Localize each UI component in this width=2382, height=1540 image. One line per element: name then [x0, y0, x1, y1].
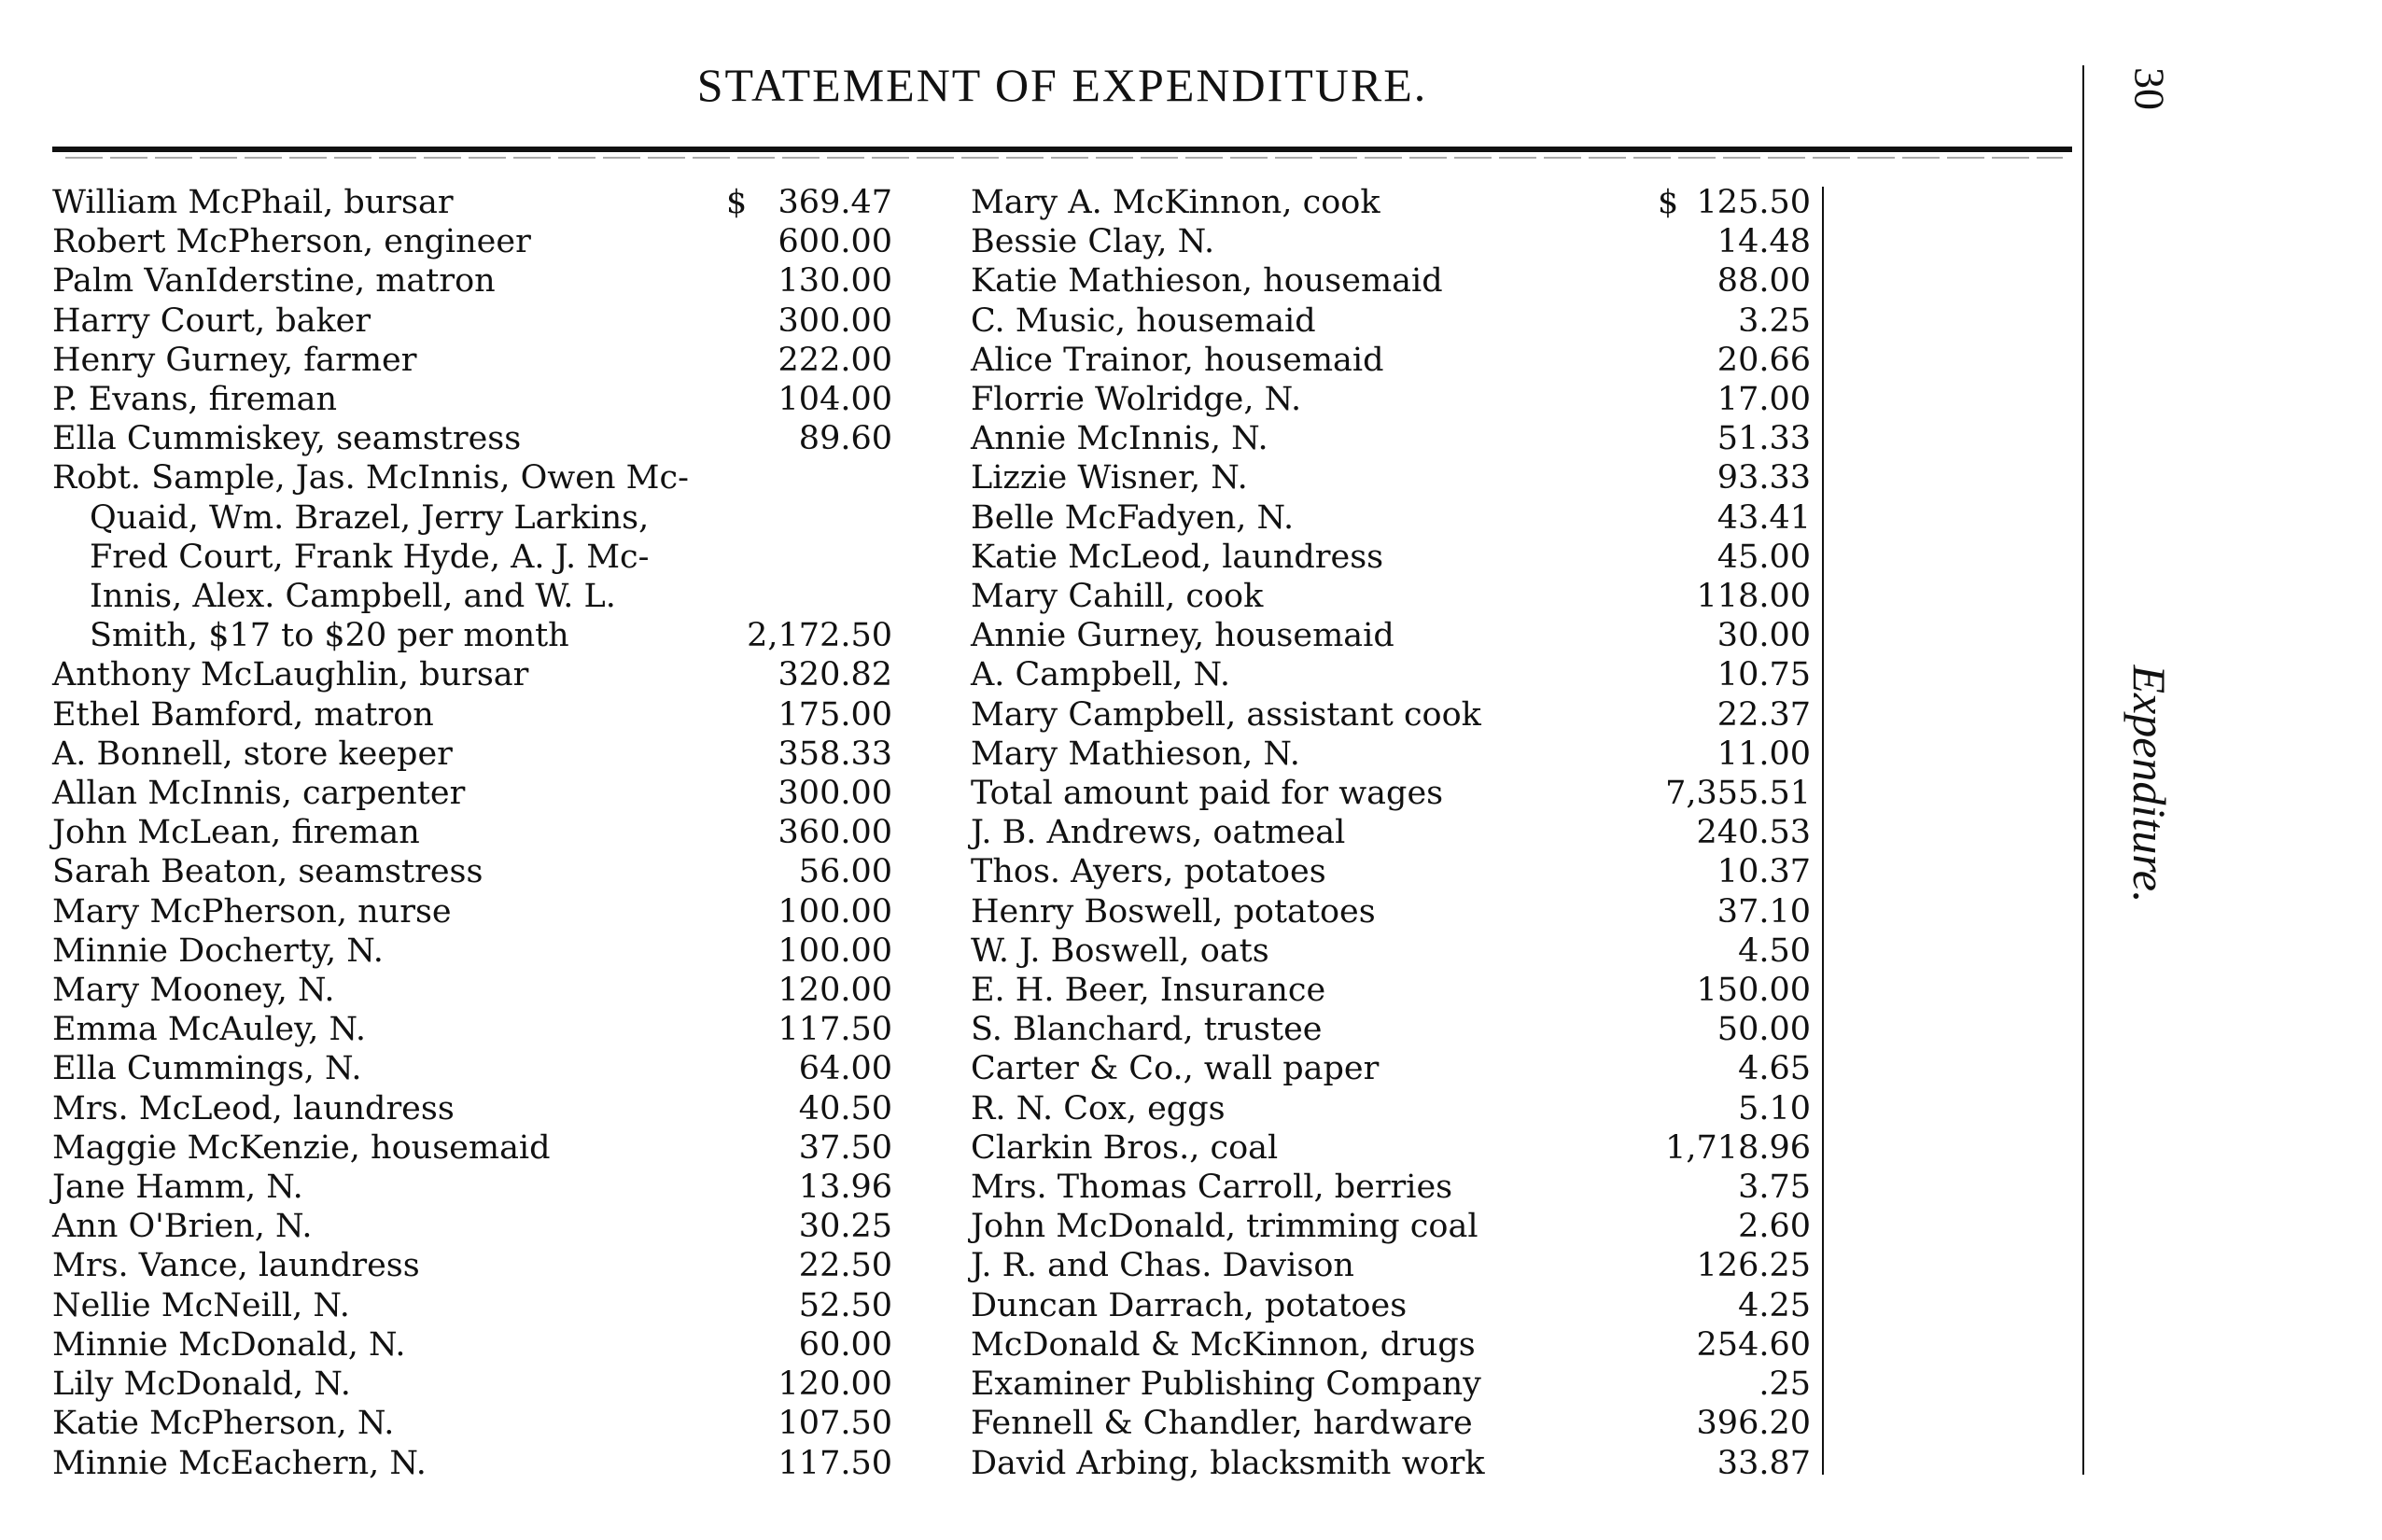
entry-payee: [52, 1365, 892, 1404]
page-number: 30: [2125, 67, 2174, 110]
entry-payee: [971, 1325, 1811, 1365]
expenditure-entry: [52, 735, 892, 774]
expenditure-entry: [52, 1365, 892, 1404]
entry-amount: 100.00: [778, 931, 892, 970]
expenditure-entry: [52, 1089, 892, 1128]
expenditure-entry: [971, 538, 1811, 577]
expenditure-entry: [52, 1404, 892, 1443]
entry-amount: 40.50: [798, 1089, 892, 1127]
dollar-sign: $: [726, 184, 748, 221]
margin-rule: [2082, 65, 2084, 1475]
entry-amount: 93.33: [1716, 459, 1811, 497]
entry-amount: 50.00: [1716, 1011, 1811, 1049]
entry-payee-line: Katie McPherson, N.: [52, 1405, 395, 1443]
expenditure-entry: [52, 774, 892, 813]
expenditure-entry: [971, 498, 1811, 538]
expenditure-entry: [971, 892, 1811, 931]
entry-amount: 10.37: [1716, 853, 1811, 891]
entry-amount: 600.00: [778, 223, 892, 261]
entry-payee-line: E. H. Beer, Insurance: [971, 972, 1326, 1010]
entry-payee-line: Ella Cummings, N.: [52, 1050, 362, 1088]
entry-payee-line: A. Campbell, N.: [971, 656, 1231, 694]
entry-payee: [52, 1128, 892, 1168]
expenditure-entry: [52, 301, 892, 341]
expenditure-entry: [971, 1325, 1811, 1365]
expenditure-entry: [971, 813, 1811, 852]
entry-amount: 3.25: [1738, 301, 1811, 340]
entry-payee-line: Mary A. McKinnon, cook: [971, 184, 1380, 221]
expenditure-entry: [971, 577, 1811, 616]
dollar-sign: $: [1658, 184, 1679, 221]
entry-amount: 104.00: [778, 381, 892, 419]
expenditure-entry: [52, 1010, 892, 1049]
entry-payee-line: Total amount paid for wages: [971, 775, 1444, 813]
entry-payee: [52, 1010, 892, 1049]
entry-amount: 4.50: [1738, 931, 1811, 970]
entry-payee-line: Thos. Ayers, potatoes: [971, 853, 1326, 891]
entry-payee-line: Fennell & Chandler, hardware: [971, 1405, 1473, 1443]
entry-amount: 37.50: [798, 1128, 892, 1167]
entry-payee-line: Mary Cahill, cook: [971, 578, 1264, 616]
entry-amount: 222.00: [778, 341, 892, 379]
entry-payee: [52, 971, 892, 1010]
entry-amount: 300.00: [778, 301, 892, 340]
entry-amount: 254.60: [1696, 1325, 1811, 1364]
entry-payee-line: Mrs. Vance, laundress: [52, 1247, 420, 1285]
entry-payee: [971, 655, 1811, 694]
entry-amount: 89.60: [798, 420, 892, 458]
entry-amount: 43.41: [1716, 498, 1811, 537]
entry-payee-line: Ethel Bamford, matron: [52, 695, 434, 734]
entry-payee: [52, 1246, 892, 1285]
entry-payee: [971, 813, 1811, 852]
entry-payee-line: W. J. Boswell, oats: [971, 931, 1269, 970]
entry-payee: [971, 1089, 1811, 1128]
expenditure-entry: [971, 695, 1811, 735]
entry-payee: [52, 380, 892, 419]
entry-payee: [971, 538, 1811, 577]
expenditure-entry: [971, 931, 1811, 971]
expenditure-entry: [52, 931, 892, 971]
entry-payee: [971, 1444, 1811, 1483]
entry-payee-line: Palm VanIderstine, matron: [52, 262, 496, 301]
entry-amount: 150.00: [1696, 972, 1811, 1010]
entry-payee-line: R. N. Cox, eggs: [971, 1089, 1226, 1127]
entry-amount: 30.00: [1716, 617, 1811, 655]
entry-payee: [971, 183, 1811, 222]
entry-payee: [52, 695, 892, 735]
entry-payee-line: Lizzie Wisner, N.: [971, 459, 1248, 497]
expenditure-entry: [971, 1049, 1811, 1088]
entry-payee-line: A. Bonnell, store keeper: [52, 735, 453, 773]
entry-payee-line: S. Blanchard, trustee: [971, 1011, 1323, 1049]
entry-payee-line: P. Evans, fireman: [52, 381, 338, 419]
entry-payee-line: Belle McFadyen, N.: [971, 498, 1295, 537]
entry-payee-line: Annie McInnis, N.: [971, 420, 1268, 458]
header-rule: [52, 147, 2072, 152]
entry-amount: 60.00: [798, 1325, 892, 1364]
expenditure-entry: [971, 735, 1811, 774]
entry-payee: [52, 892, 892, 931]
expenditure-entry: [971, 1207, 1811, 1246]
entry-payee-line: Katie McLeod, laundress: [971, 538, 1384, 576]
entry-payee: [971, 1365, 1811, 1404]
entry-payee-line: Jane Hamm, N.: [52, 1169, 303, 1207]
entry-amount: 52.50: [798, 1286, 892, 1324]
expenditure-entry: [52, 183, 892, 222]
expenditure-entry: [52, 852, 892, 891]
entry-payee: [52, 655, 892, 694]
entry-payee-line: Mary Mathieson, N.: [971, 735, 1300, 773]
entry-payee-line: Quaid, Wm. Brazel, Jerry Larkins,: [90, 498, 650, 537]
expenditure-entry: [971, 1444, 1811, 1483]
entry-amount: 120.00: [778, 972, 892, 1010]
expenditure-entry: [971, 380, 1811, 419]
expenditure-entry: [52, 813, 892, 852]
expenditure-entry: [971, 341, 1811, 380]
entry-payee-line: Minnie McDonald, N.: [52, 1325, 406, 1364]
expenditure-entry: [52, 1049, 892, 1088]
expenditure-entry: [52, 1168, 892, 1207]
entry-payee: [52, 261, 892, 301]
entry-payee-line: John McDonald, trimming coal: [971, 1208, 1478, 1246]
entry-payee-line: Anthony McLaughlin, bursar: [52, 656, 529, 694]
entry-payee: [52, 774, 892, 813]
entry-payee-line: Bessie Clay, N.: [971, 223, 1215, 261]
entry-amount: 17.00: [1716, 381, 1811, 419]
entry-amount: 88.00: [1716, 262, 1811, 301]
entry-payee: [971, 301, 1811, 341]
entry-amount: 4.25: [1738, 1286, 1811, 1324]
entry-payee-line: Examiner Publishing Company: [971, 1365, 1481, 1404]
entry-payee-line: Katie Mathieson, housemaid: [971, 262, 1443, 301]
entry-payee-line: C. Music, housemaid: [971, 301, 1316, 340]
entry-amount: 360.00: [778, 814, 892, 852]
entry-amount: 2.60: [1738, 1208, 1811, 1246]
entry-payee-line: Mrs. Thomas Carroll, berries: [971, 1169, 1453, 1207]
entry-amount: 56.00: [798, 853, 892, 891]
entry-amount: 1,718.96: [1665, 1128, 1811, 1167]
entry-payee: [971, 1286, 1811, 1325]
expenditure-entry: [971, 301, 1811, 341]
entry-payee-line: Florrie Wolridge, N.: [971, 381, 1302, 419]
expenditure-entry: [971, 1246, 1811, 1285]
entry-amount: 118.00: [1696, 578, 1811, 616]
entry-amount: 20.66: [1716, 341, 1811, 379]
expenditure-entry: [52, 892, 892, 931]
entry-payee-line: Smith, $17 to $20 per month: [90, 617, 569, 655]
entry-amount: 175.00: [778, 695, 892, 734]
column-rule: [1822, 187, 1824, 1475]
entry-payee-line: Robert McPherson, engineer: [52, 223, 531, 261]
entry-amount: 10.75: [1716, 656, 1811, 694]
entry-amount: 30.25: [798, 1208, 892, 1246]
entry-payee-line: Nellie McNeill, N.: [52, 1286, 350, 1324]
entry-payee-line: Sarah Beaton, seamstress: [52, 853, 483, 891]
entry-amount: 7,355.51: [1665, 775, 1811, 813]
entry-payee: [971, 971, 1811, 1010]
header-rule-thin: [65, 157, 2063, 159]
entry-payee-line: Innis, Alex. Campbell, and W. L.: [90, 578, 616, 616]
entry-amount: 37.10: [1716, 892, 1811, 931]
entry-amount: 396.20: [1696, 1405, 1811, 1443]
entry-payee-line: Duncan Darrach, potatoes: [971, 1286, 1408, 1324]
entry-payee: [52, 301, 892, 341]
entry-payee: [52, 419, 892, 458]
entry-payee: [971, 892, 1811, 931]
entry-payee: [971, 577, 1811, 616]
entry-payee: [52, 1168, 892, 1207]
expenditure-entry: [971, 1089, 1811, 1128]
entry-amount: 240.53: [1696, 814, 1811, 852]
expenditure-entry: [971, 222, 1811, 261]
entry-amount: 120.00: [778, 1365, 892, 1404]
entry-amount: 22.50: [798, 1247, 892, 1285]
entry-payee: [971, 616, 1811, 655]
entry-amount: 320.82: [778, 656, 892, 694]
expenditure-entry: [52, 341, 892, 380]
entry-payee-line: Fred Court, Frank Hyde, A. J. Mc-: [90, 538, 650, 576]
entry-payee: [52, 1444, 892, 1483]
entry-payee-line: Carter & Co., wall paper: [971, 1050, 1380, 1088]
entry-payee-line: Maggie McKenzie, housemaid: [52, 1128, 551, 1167]
entry-payee: [971, 1404, 1811, 1443]
entry-payee-line: Mrs. McLeod, laundress: [52, 1089, 455, 1127]
entry-payee: [971, 735, 1811, 774]
expenditure-entry: [971, 1010, 1811, 1049]
entry-payee-line: Alice Trainor, housemaid: [971, 341, 1384, 379]
entry-payee: [52, 852, 892, 891]
expenditure-entry: [52, 695, 892, 735]
entry-payee-line: Mary Campbell, assistant cook: [971, 695, 1481, 734]
entry-amount: 33.87: [1716, 1444, 1811, 1482]
entry-payee: [52, 183, 892, 222]
entry-payee-line: David Arbing, blacksmith work: [971, 1444, 1485, 1482]
entry-payee: [971, 419, 1811, 458]
entry-payee: [971, 222, 1811, 261]
entry-payee-line: Lily McDonald, N.: [52, 1365, 351, 1404]
entry-payee: [971, 261, 1811, 301]
entry-amount: 369.47: [778, 184, 892, 221]
entry-payee-line: John McLean, fireman: [52, 814, 420, 852]
entry-amount: 126.25: [1696, 1247, 1811, 1285]
expenditure-entry: [52, 458, 892, 655]
expenditure-entry: [971, 183, 1811, 222]
entry-amount: 2,172.50: [747, 617, 892, 655]
entry-payee: [971, 1168, 1811, 1207]
entry-payee: [52, 1207, 892, 1246]
entry-amount: 51.33: [1716, 420, 1811, 458]
entry-payee-line: Mary Mooney, N.: [52, 972, 335, 1010]
expenditure-entry: [52, 1207, 892, 1246]
entry-payee: [971, 931, 1811, 971]
entry-payee: [971, 1246, 1811, 1285]
entry-payee-line: Emma McAuley, N.: [52, 1011, 366, 1049]
entry-amount: 107.50: [778, 1405, 892, 1443]
entry-payee: [52, 1286, 892, 1325]
entry-amount: 4.65: [1738, 1050, 1811, 1088]
expenditure-entry: [971, 774, 1811, 813]
entry-payee: [52, 1325, 892, 1365]
expenditure-entry: [52, 222, 892, 261]
entry-amount: 11.00: [1716, 735, 1811, 773]
expenditure-entry: [52, 1444, 892, 1483]
entry-amount: 3.75: [1738, 1169, 1811, 1207]
entry-amount: 130.00: [778, 262, 892, 301]
entry-payee: [52, 222, 892, 261]
expenditure-entry: [971, 616, 1811, 655]
expenditure-entry: [971, 1168, 1811, 1207]
expenditure-entry: [971, 971, 1811, 1010]
entry-payee: [971, 380, 1811, 419]
entry-payee-line: J. R. and Chas. Davison: [971, 1247, 1354, 1285]
entry-payee-line: Robt. Sample, Jas. McInnis, Owen Mc-: [52, 459, 689, 497]
entry-amount: 22.37: [1716, 695, 1811, 734]
expenditure-entry: [971, 1365, 1811, 1404]
entry-payee-line: Annie Gurney, housemaid: [971, 617, 1394, 655]
entry-payee-line: Minnie Docherty, N.: [52, 931, 384, 970]
expenditure-entry: [971, 655, 1811, 694]
entry-amount: 45.00: [1716, 538, 1811, 576]
entry-amount: 117.50: [778, 1011, 892, 1049]
entry-amount: 13.96: [798, 1169, 892, 1207]
entry-payee-line: Henry Boswell, potatoes: [971, 892, 1376, 931]
expenditure-entry: [52, 1246, 892, 1285]
entry-amount: 125.50: [1696, 184, 1811, 221]
expenditure-entry: [971, 1404, 1811, 1443]
expenditure-entry: [52, 380, 892, 419]
entry-payee: [971, 852, 1811, 891]
expenditure-entry: [971, 261, 1811, 301]
expenditure-entry: [52, 1128, 892, 1168]
expenditure-entry: [971, 1286, 1811, 1325]
entry-payee: [52, 1089, 892, 1128]
entry-payee: [52, 1049, 892, 1088]
entry-payee-line: Ella Cummiskey, seamstress: [52, 420, 522, 458]
entry-payee: [52, 813, 892, 852]
entry-payee: [52, 1404, 892, 1443]
entry-payee: [52, 931, 892, 971]
entry-payee-line: Harry Court, baker: [52, 301, 371, 340]
entry-payee-line: McDonald & McKinnon, drugs: [971, 1325, 1476, 1364]
entry-payee-line: Allan McInnis, carpenter: [52, 775, 466, 813]
entry-payee: [971, 498, 1811, 538]
entry-payee-line: Clarkin Bros., coal: [971, 1128, 1279, 1167]
entry-payee: [971, 341, 1811, 380]
expenditure-entry: [52, 971, 892, 1010]
expenditure-entry: [971, 852, 1811, 891]
entry-amount: 358.33: [778, 735, 892, 773]
entry-amount: 14.48: [1716, 223, 1811, 261]
entry-payee-line: Ann O'Brien, N.: [52, 1208, 313, 1246]
side-label: Expenditure.: [2123, 665, 2176, 903]
entry-payee: [971, 458, 1811, 497]
entry-payee: [971, 1010, 1811, 1049]
expenditure-entry: [52, 419, 892, 458]
expenditure-entry: [971, 419, 1811, 458]
expenditure-entry: [52, 1325, 892, 1365]
entry-payee-line: Henry Gurney, farmer: [52, 341, 417, 379]
entry-payee-line: Mary McPherson, nurse: [52, 892, 452, 931]
right-column: [971, 183, 1811, 1483]
entry-payee: [52, 341, 892, 380]
left-column: [52, 183, 892, 1483]
expenditure-entry: [971, 458, 1811, 497]
entry-payee: [971, 1049, 1811, 1088]
entry-amount: 5.10: [1738, 1089, 1811, 1127]
expenditure-entry: [52, 261, 892, 301]
entry-payee: [971, 1207, 1811, 1246]
entry-payee: [971, 695, 1811, 735]
expenditure-entry: [971, 1128, 1811, 1168]
expenditure-entry: [52, 655, 892, 694]
entry-amount: 117.50: [778, 1444, 892, 1482]
page-title: STATEMENT OF EXPENDITURE.: [696, 59, 1428, 111]
entry-amount: 100.00: [778, 892, 892, 931]
entry-amount: 64.00: [798, 1050, 892, 1088]
entry-amount: .25: [1758, 1365, 1811, 1404]
entry-payee: [52, 735, 892, 774]
entry-amount: 300.00: [778, 775, 892, 813]
entry-payee-line: Minnie McEachern, N.: [52, 1444, 427, 1482]
entry-payee-line: J. B. Andrews, oatmeal: [971, 814, 1346, 852]
expenditure-entry: [52, 1286, 892, 1325]
entry-payee-line: William McPhail, bursar: [52, 184, 454, 221]
